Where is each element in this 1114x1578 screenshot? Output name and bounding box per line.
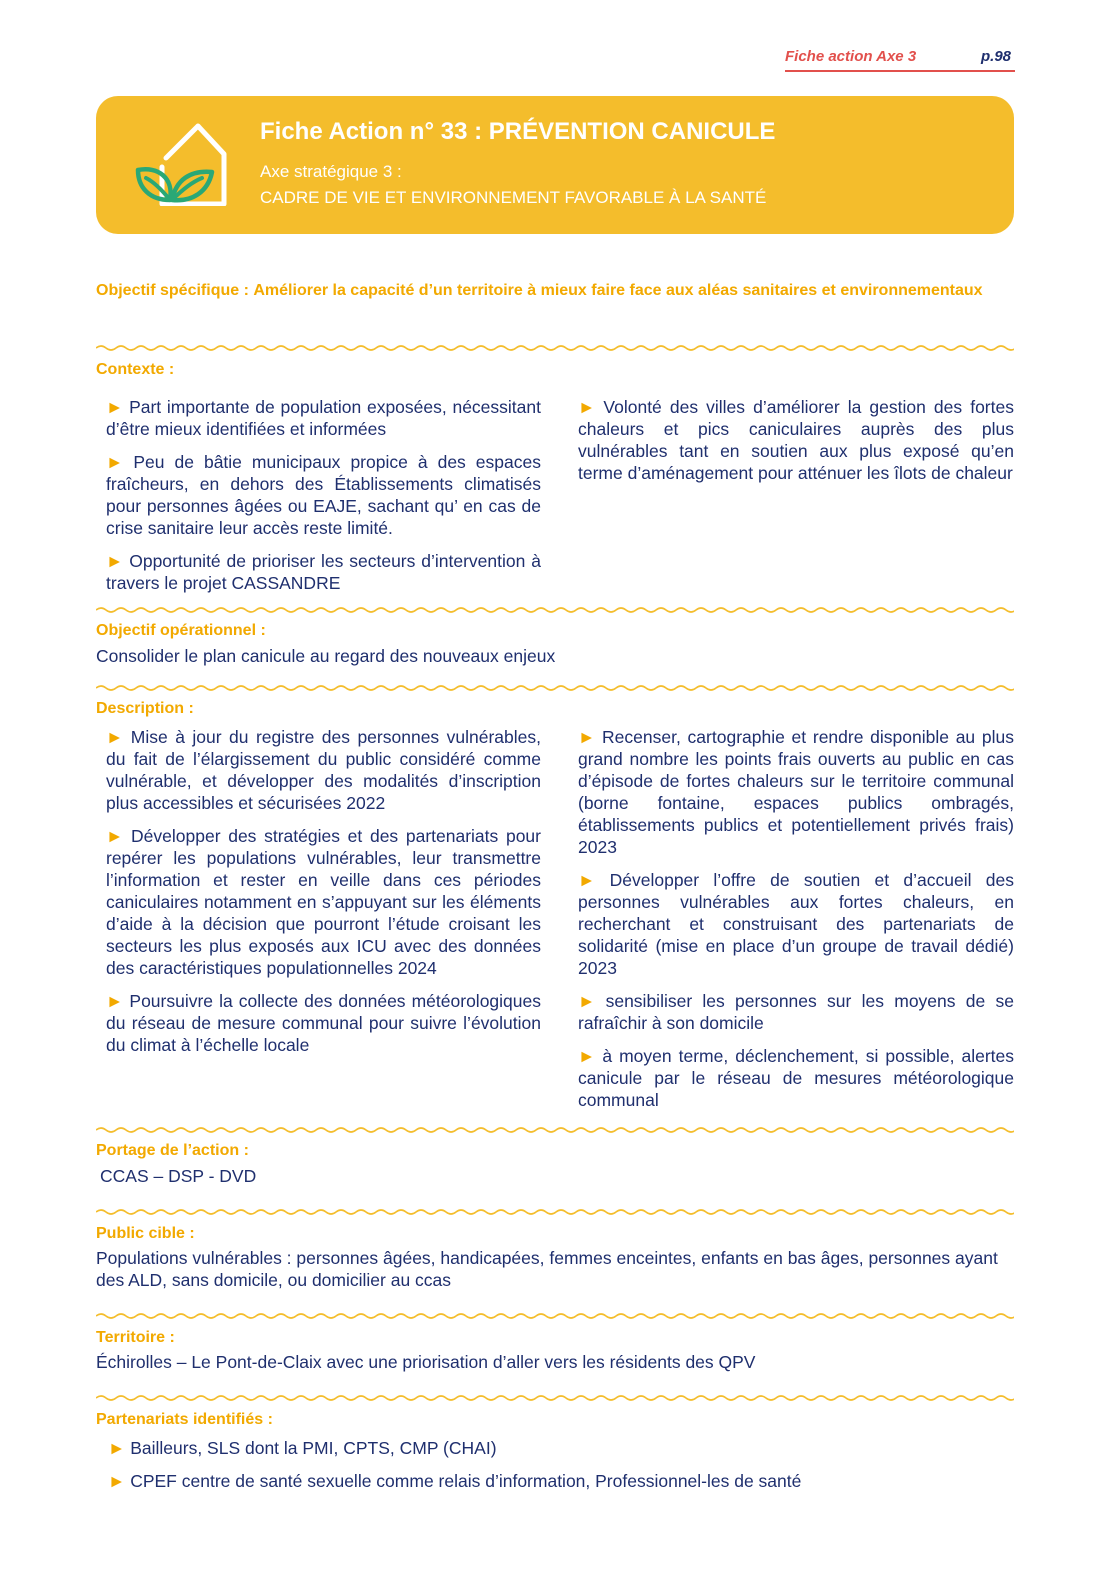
objectif-operationnel-text: Consolider le plan canicule au regard des nouveaux enjeux xyxy=(96,646,556,666)
arrow-icon: ► xyxy=(578,1046,596,1066)
public-cible-label: Public cible : xyxy=(96,1225,195,1242)
description-right-column xyxy=(578,726,1014,1122)
list-item: ► Développer des stratégies et des partenariats pour repérer les populations vulnérables, leur transmettre l’information et rester en veille dans ces périodes caniculaires notamment en s’appuyant sur les éléments d’aide à la décision que pourront l’étude croisant les secteurs les plus exposés aux ICU avec des données des caractéristiques populationnelles 2024 xyxy=(106,826,541,978)
wavy-divider xyxy=(96,1312,1014,1320)
axis-name: CADRE DE VIE ET ENVIRONNEMENT FAVORABLE À LA SANTÉ xyxy=(260,188,767,207)
wavy-divider xyxy=(96,606,1014,614)
objectif-label: Objectif spécifique : xyxy=(96,282,249,299)
list-item: ► Bailleurs, SLS dont la PMI, CPTS, CMP (CHAI) xyxy=(108,1438,497,1458)
list-item: ► Peu de bâtie municipaux propice à des espaces fraîcheurs, en dehors des Établissements climatisés pour personnes âgées ou EAJE, sachant qu’ en cas de crise sanitaire leur accès reste limité. xyxy=(106,452,541,538)
objectif-operationnel-label: Objectif opérationnel : xyxy=(96,622,266,639)
contexte-left-column xyxy=(106,396,541,605)
portage-text: CCAS – DSP - DVD xyxy=(100,1166,257,1186)
arrow-icon: ► xyxy=(106,991,124,1011)
arrow-icon: ► xyxy=(106,727,124,747)
arrow-icon: ► xyxy=(106,826,124,846)
arrow-icon: ► xyxy=(106,397,124,417)
list-item: ► sensibiliser les personnes sur les moyens de se rafraîchir à son domicile xyxy=(578,991,1014,1033)
description-label: Description : xyxy=(96,700,194,717)
arrow-icon: ► xyxy=(578,991,596,1011)
partenariats-label: Partenariats identifiés : xyxy=(96,1411,273,1428)
description-left-column xyxy=(106,726,541,1067)
arrow-icon: ► xyxy=(578,870,596,890)
wavy-divider xyxy=(96,684,1014,692)
page-number: p.98 xyxy=(980,48,1011,65)
arrow-icon: ► xyxy=(578,727,596,747)
header-underline xyxy=(785,70,1015,72)
objectif-text: Améliorer la capacité d’un territoire à mieux faire face aux aléas sanitaires et environnementaux xyxy=(253,282,983,299)
page-header xyxy=(785,48,1015,70)
public-cible-text: Populations vulnérables : personnes âgées, handicapées, femmes enceintes, enfants en bas âges, personnes ayant des ALD, sans domicile, ou domicilier au ccas xyxy=(96,1248,998,1290)
list-item: ► Volonté des villes d’améliorer la gestion des fortes chaleurs et pics caniculaires auprès des plus vulnérables tant en soutien aux plus exposé qu’en terme d’aménagement pour atténuer les îlots de chaleur xyxy=(578,397,1014,483)
contexte-label: Contexte : xyxy=(96,361,175,378)
contexte-right-column xyxy=(578,396,1014,495)
objectif-specifique xyxy=(96,279,1014,302)
wavy-divider xyxy=(96,344,1014,352)
list-item: ► Mise à jour du registre des personnes vulnérables, du fait de l’élargissement du public considéré comme vulnérable, et développer des modalités d’inscription plus accessibles et sécurisées 2022 xyxy=(106,727,541,813)
wavy-divider xyxy=(96,1394,1014,1402)
list-item: ► Poursuivre la collecte des données météorologiques du réseau de mesure communal pour suivre l’évolution du climat à l’échelle locale xyxy=(106,991,541,1055)
wavy-divider xyxy=(96,1126,1014,1134)
arrow-icon: ► xyxy=(108,1471,126,1491)
arrow-icon: ► xyxy=(108,1438,126,1458)
arrow-icon: ► xyxy=(106,551,124,571)
list-item: ► Opportunité de prioriser les secteurs d’intervention à travers le projet CASSANDRE xyxy=(106,551,541,593)
house-leaf-icon xyxy=(132,122,232,206)
partenariats-list xyxy=(108,1437,1008,1503)
title-banner xyxy=(96,96,1014,234)
portage-label: Portage de l’action : xyxy=(96,1142,249,1159)
page-title: Fiche Action n° 33 : PRÉVENTION CANICULE xyxy=(260,118,776,145)
list-item: ► Recenser, cartographie et rendre disponible au plus grand nombre les points frais ouverts au public en cas d’épisode de fortes chaleurs sur le territoire communal (borne fontaine, espaces publics ombragés, établissements publics et potentiellement privés frais) 2023 xyxy=(578,727,1014,857)
territoire-text: Échirolles – Le Pont-de-Claix avec une priorisation d’aller vers les résidents des QPV xyxy=(96,1352,756,1372)
arrow-icon: ► xyxy=(106,452,124,472)
header-title: Fiche action Axe 3 xyxy=(785,48,917,65)
list-item: ► Développer l’offre de soutien et d’accueil des personnes vulnérables aux fortes chaleurs, en recherchant et construisant des partenariats de solidarité (mise en place d’un groupe de travail dédié) 2023 xyxy=(578,870,1014,978)
arrow-icon: ► xyxy=(578,397,596,417)
list-item: ► CPEF centre de santé sexuelle comme relais d’information, Professionnel-les de santé xyxy=(108,1471,802,1491)
wavy-divider xyxy=(96,1208,1014,1216)
axis-label: Axe stratégique 3 : xyxy=(260,162,402,181)
list-item: ► Part importante de population exposées, nécessitant d’être mieux identifiées et informées xyxy=(106,397,541,439)
list-item: ► à moyen terme, déclenchement, si possible, alertes canicule par le réseau de mesures météorologique communal xyxy=(578,1046,1014,1110)
territoire-label: Territoire : xyxy=(96,1329,175,1346)
